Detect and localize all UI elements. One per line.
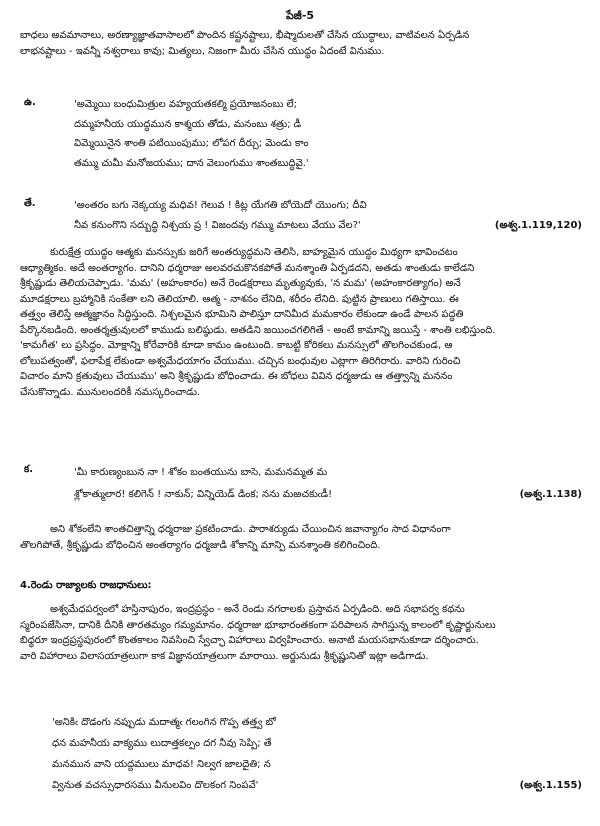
section-title: 4.రెండు రాజ్యాలకు రాజధానులు: xyxy=(20,580,152,591)
paragraph-line: పేర్కొనబడింది. అంతర్శత్రువులలో కాముడు బలిష్ఠుడు. అతడిని జయించగలిగితే - అంటే కామాన్ని జయిస్తే - శాంతి లభిస్తుంది. xyxy=(20,324,496,336)
paragraph-line: లోలుపత్వంతో, ఫలాపేక్ష లేకుండా అశ్వమేధయాగం చేయుము. చచ్చిన బంధువుల ఎట్లాగా తిరిగిరారు. వారిని గురించి xyxy=(20,355,461,367)
paragraph-line: తత్త్వం తెలిస్తే ఆత్మజ్ఞానం సిద్ధిస్తుంది. నిశ్చలమైన భూమిని పాలిస్తూ దానిమీద మమకారం లేకుండా ఉండే పాలన పద్ధతి xyxy=(20,309,464,320)
intro-line: లాభనష్టాలు - ఇవన్నీ నశ్వరాలు కావు; మిత్యలు, నిజంగా మీరు చేసిన యుద్ధం ఏదంటే వినుము. xyxy=(20,45,385,57)
paragraph-line: స్మరింపజేసినా, దానికి దీనికి తారతమ్యం గమ్యమానం. ధర్మరాజు భూభారంతకంగా పరిపాలన సాగిస్తున్న కాలంలో కృష్ణార్జునులు xyxy=(20,619,496,631)
body-paragraph xyxy=(20,245,582,400)
intro-paragraph xyxy=(20,28,582,59)
intro-line: బాధలు అవమానాలు, అరణ్యాజ్ఞాతవాసాలలో పొందిన కష్టనష్టాలు, భీష్మాదులతో చేసిన యుద్ధాలు, వాటివలన ఏర్పడిన xyxy=(20,30,470,41)
verse-utpalamala xyxy=(20,95,582,173)
paragraph-line: 'కామగీత' లు ప్రసిద్ధం. మోక్షాన్ని కోరేవారికి కూడా కామం ఉంటుంది. కాబట్టి కోరికలు మనస్సులో తొలగించకుండ, ఆ xyxy=(20,340,453,351)
body-paragraph xyxy=(20,522,582,553)
paragraph-line: తొలగిపోతే, శ్రీకృష్ణుడు బోధించిన అంతర్యాగం ధర్మజుడి శోకాన్ని మాన్పి మనశ్శాంతి కలిగించింది. xyxy=(20,539,381,551)
verse-line: ధన మహనీయ వాక్యము లుదాత్తకల్పం దగ నీవు సెప్పి; తే xyxy=(52,738,272,749)
verse-line: దమ్మహనీయ యుద్ధమున కాశ్మయ తోడు, మనంబు శత్రు; డీ xyxy=(74,118,302,130)
paragraph-line: బిధ్ధరూ ఇంద్రప్రస్థపురంలో కొంతకాలం నివసించి స్వేచ్ఛా విహారాలు విర్వహించారు. అనాటి మయసభానుకూడా దర్శించారు. xyxy=(20,635,479,646)
paragraph-line: ఆధ్యాత్మికం. అదే అంతర్యాగం. దానిని ధర్మరాజు అలవరచుకొనకపోతే మనశ్శాంతి ఏర్పడదని, అతడు శాంతుడు కాలేడని xyxy=(20,262,475,274)
verse-reference: (అశ్వ.1.155) xyxy=(519,780,582,791)
verse-meter-label: తే. xyxy=(24,198,36,209)
paragraph-line: వారి విహారాలు విలాసయాత్రలుగా కాక విజ్ఞానయాత్రలుగా మారాయి. అర్జునుడు శ్రీకృష్ణునితో ఇట్లా అడిగాడు. xyxy=(20,650,429,662)
paragraph-line: కురుక్షేత్ర యుద్ధం ఆత్మకు మనస్సుకు జరిగే అంతర్యుద్ధమని తెలిసి, బాహ్యమైన యుద్ధం మిథ్యగా భావించటం xyxy=(50,247,458,258)
paragraph-line: శ్రీకృష్ణుడు తెలియచెప్పాడు. 'మమ' (అహంకారం) అనే రెండక్షరాలు మృత్యువుకు, 'న మమ' (అహంకారత్యాగం) అనే xyxy=(20,278,461,289)
verse-reference: (అశ్వ.1.138) xyxy=(519,489,582,500)
verse-reference: (అశ్వ.1.119,120) xyxy=(494,219,582,231)
paragraph-line: అని శోకంలేని శాంతచిత్తాన్ని ధర్మరాజు ప్రకటించాడు. పారాశర్యుడు చేయించిన జవాన్యాగం సాద విధానంగా xyxy=(50,524,451,535)
verse-line: 'మీ కారుణ్యంబున నా ! శోకం బంతయును బాసె, మమనమ్మత మ xyxy=(74,467,328,478)
verse-utpalamala-2 xyxy=(20,712,582,796)
verse-meter-label: ఉ. xyxy=(24,97,36,108)
page-number-heading: పేజీ-5 xyxy=(285,9,315,22)
paragraph-line: మూడక్షరాలు బ్రహ్మానికి సంకేతా లని తెలియాలి. ఆత్మ - నాశనం లేనిది, శరీరం లేనిది. పుట్టిన ప్రాణులు గతిస్తాయి. ఈ xyxy=(20,293,459,305)
paragraph-line: విచారం మాని క్రతువులు చేయుము' అని శ్రీకృష్ణుడు బోధించాడు. ఈ బోధలు వివిన ధర్మజుడు ఆ తత్త్వాన్ని మననం xyxy=(20,371,453,382)
verse-line: మనమున వాని యద్దములు మాధవ! నిల్వగ జాలదైతి; న xyxy=(52,759,271,770)
verse-teetageeti xyxy=(20,196,582,235)
verse-kandam xyxy=(20,462,582,506)
section-heading xyxy=(20,578,582,594)
verse-line: నీవ కనుంగొని సద్బుద్ధి నిశ్చయ ప్ర ! విజందవు గమ్ము మాటలు వేయు వేల?' xyxy=(74,219,361,231)
verse-meter-label: క. xyxy=(24,464,34,475)
body-paragraph xyxy=(20,602,582,664)
verse-line: శ్లోకాత్ములార! కలిగెన్ ! నాకున్; విన్నియెడ్ డింక; నను మఱచకుఁడీ! xyxy=(74,489,333,500)
verse-line: 'అనికిఁ దొడంగు నప్పుడు మదాత్మఁ గలంగిన గొప్ప తత్త్వ బో xyxy=(52,717,276,728)
verse-line: వ్వినుత వచస్సుధారసము వీనులవిం దొలకంగ నింపవే' xyxy=(52,780,259,791)
verse-line: 'అమ్మెయి బంధుమిత్రుల వహ్యయతకల్మి ప్రయోజనంబు లే; xyxy=(74,99,297,110)
verse-line: 'అంతరం బగు నెక్కయ్య మధివ! గెలువ ! కిట్ల యేగతి బోయెదో యొంగు; దీవి xyxy=(74,200,367,211)
verse-line: విమ్మెయినైన శాంతి పటియింపుము; లోపగ దీర్చు; మెండు కాం xyxy=(74,138,309,149)
paragraph-line: చేసుకొన్నాడు. మునులందరికీ నమస్కరించాడు. xyxy=(20,386,201,398)
paragraph-line: అశ్వమేధపర్వంలో హస్తినాపురం, ఇంద్రప్రస్థం - అనే రెండు నగరాలకు ప్రస్తావన ఏర్పడింది. అది సభాపర్వ కథను xyxy=(50,604,465,615)
verse-line: తమ్ము చుమీ మనోజయము; దాన వెలుంగుము శాంతబుద్ధివై.' xyxy=(74,157,309,169)
